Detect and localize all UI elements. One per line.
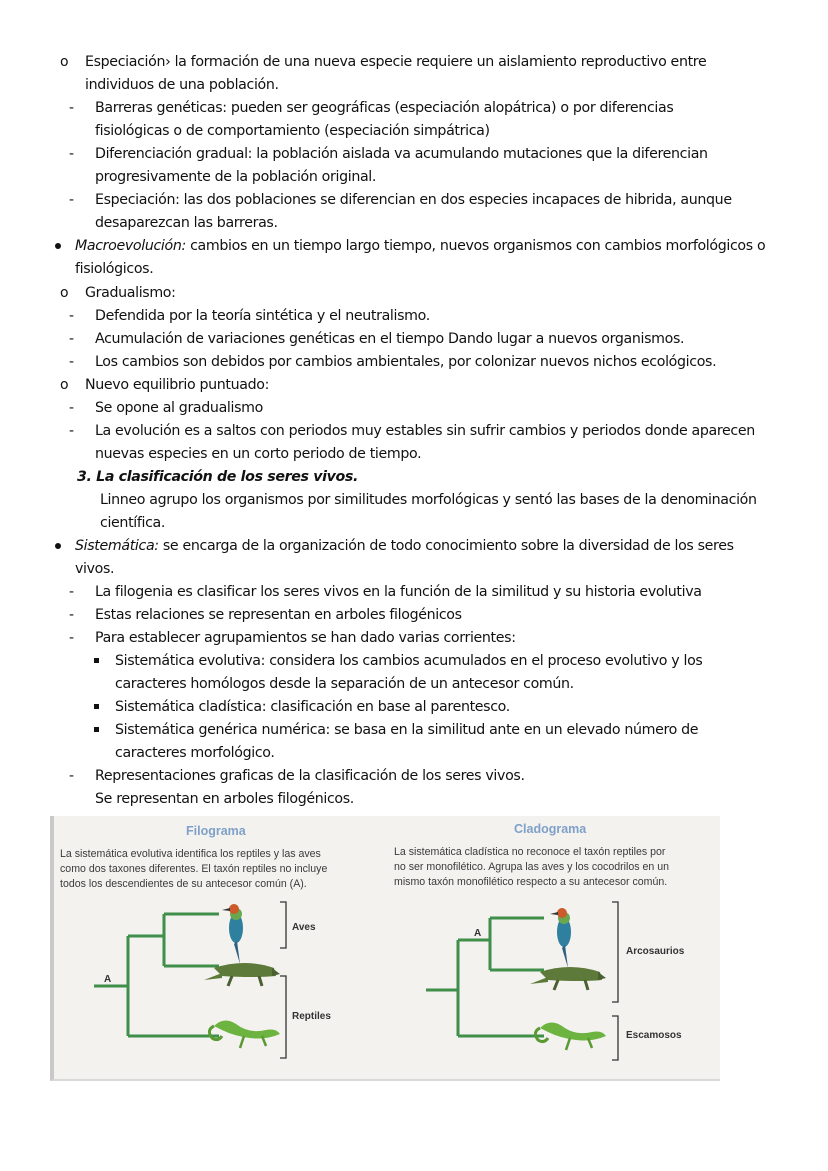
text-line <box>75 235 765 258</box>
bullet-dash: - <box>69 584 75 600</box>
text-line: Estas relaciones se representan en arboles filogénicos <box>95 607 462 623</box>
filograma-caption-line: como dos taxones diferentes. El taxón reptiles no incluye <box>60 863 328 875</box>
text-span: cambios en un tiempo largo tiempo, nuevos organismos con cambios morfológicos o <box>185 238 766 254</box>
text-line: vivos. <box>75 561 115 577</box>
filograma-group-reptiles: Reptiles <box>292 1011 331 1022</box>
filograma-node-label: A <box>104 974 112 985</box>
bullet-dash: - <box>69 630 75 646</box>
text-line: Nuevo equilibrio puntuado: <box>85 377 270 393</box>
text-span: se encarga de la organización de todo conocimiento sobre la diversidad de los seres <box>158 538 734 554</box>
bullet-dash: - <box>69 400 75 416</box>
cladograma-node-label: A <box>474 928 482 939</box>
text-line: caracteres homólogos desde la separación de un antecesor común. <box>115 676 574 692</box>
filograma-caption-line: La sistemática evolutiva identifica los reptiles y las aves <box>60 848 321 860</box>
filograma-group-aves: Aves <box>292 922 316 933</box>
bullet-dot <box>55 243 61 249</box>
bullet-circle: o <box>60 54 69 70</box>
bullet-circle: o <box>60 377 69 393</box>
bullet-square <box>94 727 99 732</box>
section-heading: 3. La clasificación de los seres vivos. <box>77 469 359 485</box>
text-line: Sistemática genérica numérica: se basa en la similitud ante en un elevado número de <box>115 722 699 738</box>
cladograma-caption-line: no ser monofilético. Agrupa las aves y los cocodrilos en un <box>394 861 669 873</box>
text-line: nuevas especies en un corto periodo de tiempo. <box>95 446 422 462</box>
bullet-dash: - <box>69 100 75 116</box>
cladograma-group-arcosaurios: Arcosaurios <box>626 946 685 957</box>
text-line: La evolución es a saltos con periodos muy estables sin sufrir cambios y periodos donde aparecen <box>95 423 755 439</box>
text-line: fisiológicos. <box>75 261 154 277</box>
text-line: fisiológicas o de comportamiento (especiación simpátrica) <box>95 123 490 139</box>
filograma-tree <box>94 914 219 1036</box>
bullet-square <box>94 704 99 709</box>
text-line: individuos de una población. <box>85 77 279 93</box>
filograma-lizard-icon <box>209 1020 280 1048</box>
cladograma-lizard-icon <box>535 1022 606 1050</box>
cladograma-brackets <box>612 902 618 1060</box>
text-line: Especiación: las dos poblaciones se diferencian en dos especies incapaces de hibrida, aunque <box>95 192 732 208</box>
text-line: La filogenia es clasificar los seres vivos en la función de la similitud y su historia evolutiva <box>95 584 702 600</box>
bullet-dash: - <box>69 607 75 623</box>
bullet-dash: - <box>69 146 75 162</box>
text-line: Se representan en arboles filogénicos. <box>95 791 354 807</box>
text-line: Sistemática cladística: clasificación en base al parentesco. <box>115 699 510 715</box>
filograma-bird-icon <box>222 904 243 964</box>
text-line: Sistemática evolutiva: considera los cambios acumulados en el proceso evolutivo y los <box>115 653 703 669</box>
text-line: Especiación› la formación de una nueva especie requiere un aislamiento reproductivo entre <box>85 54 707 70</box>
bullet-circle: o <box>60 285 69 301</box>
text-line: caracteres morfológico. <box>115 745 275 761</box>
phylogeny-figure <box>50 816 720 1081</box>
bullet-dash: - <box>69 331 75 347</box>
text-line: científica. <box>100 515 166 531</box>
text-line: Representaciones graficas de la clasificación de los seres vivos. <box>95 768 525 784</box>
text-line: desaparezcan las barreras. <box>95 215 278 231</box>
bullet-dash: - <box>69 768 75 784</box>
cladograma-tree <box>426 918 544 1036</box>
cladograma-bird-icon <box>550 908 571 968</box>
cladograma-caption-line: mismo taxón monofilético respecto a su antecesor común. <box>394 876 668 888</box>
text-line: Defendida por la teoría sintética y el neutralismo. <box>95 308 430 324</box>
bullet-dot <box>55 543 61 549</box>
cladograma-caption-line: La sistemática cladística no reconoce el taxón reptiles por <box>394 846 666 858</box>
filograma-brackets <box>280 902 286 1058</box>
bullet-dash: - <box>69 354 75 370</box>
text-line: Diferenciación gradual: la población aislada va acumulando mutaciones que la diferencian <box>95 146 708 162</box>
text-line: progresivamente de la población original. <box>95 169 377 185</box>
term-macroevolucion: Macroevolución: <box>75 238 186 254</box>
text-line: Se opone al gradualismo <box>95 400 263 416</box>
text-line: Los cambios son debidos por cambios ambientales, por colonizar nuevos nichos ecológicos. <box>95 354 717 370</box>
text-line: Barreras genéticas: pueden ser geográficas (especiación alopátrica) o por diferencias <box>95 100 674 116</box>
bullet-dash: - <box>69 308 75 324</box>
cladograma-group-escamosos: Escamosos <box>626 1030 682 1041</box>
filograma-title: Filograma <box>186 824 246 838</box>
bullet-dash: - <box>69 423 75 439</box>
text-line: Linneo agrupo los organismos por similitudes morfológicas y sentó las bases de la denominación <box>100 492 757 508</box>
term-sistematica: Sistemática: <box>75 538 159 554</box>
cladograma-title: Cladograma <box>514 822 587 836</box>
text-line <box>75 535 734 558</box>
filograma-caption-line: todos los descendientes de su antecesor común (A). <box>60 878 307 890</box>
bullet-square <box>94 658 99 663</box>
bullet-dash: - <box>69 192 75 208</box>
text-line: Acumulación de variaciones genéticas en el tiempo Dando lugar a nuevos organismos. <box>95 331 685 347</box>
text-line: Para establecer agrupamientos se han dado varias corrientes: <box>95 630 516 646</box>
text-line: Gradualismo: <box>85 285 176 301</box>
